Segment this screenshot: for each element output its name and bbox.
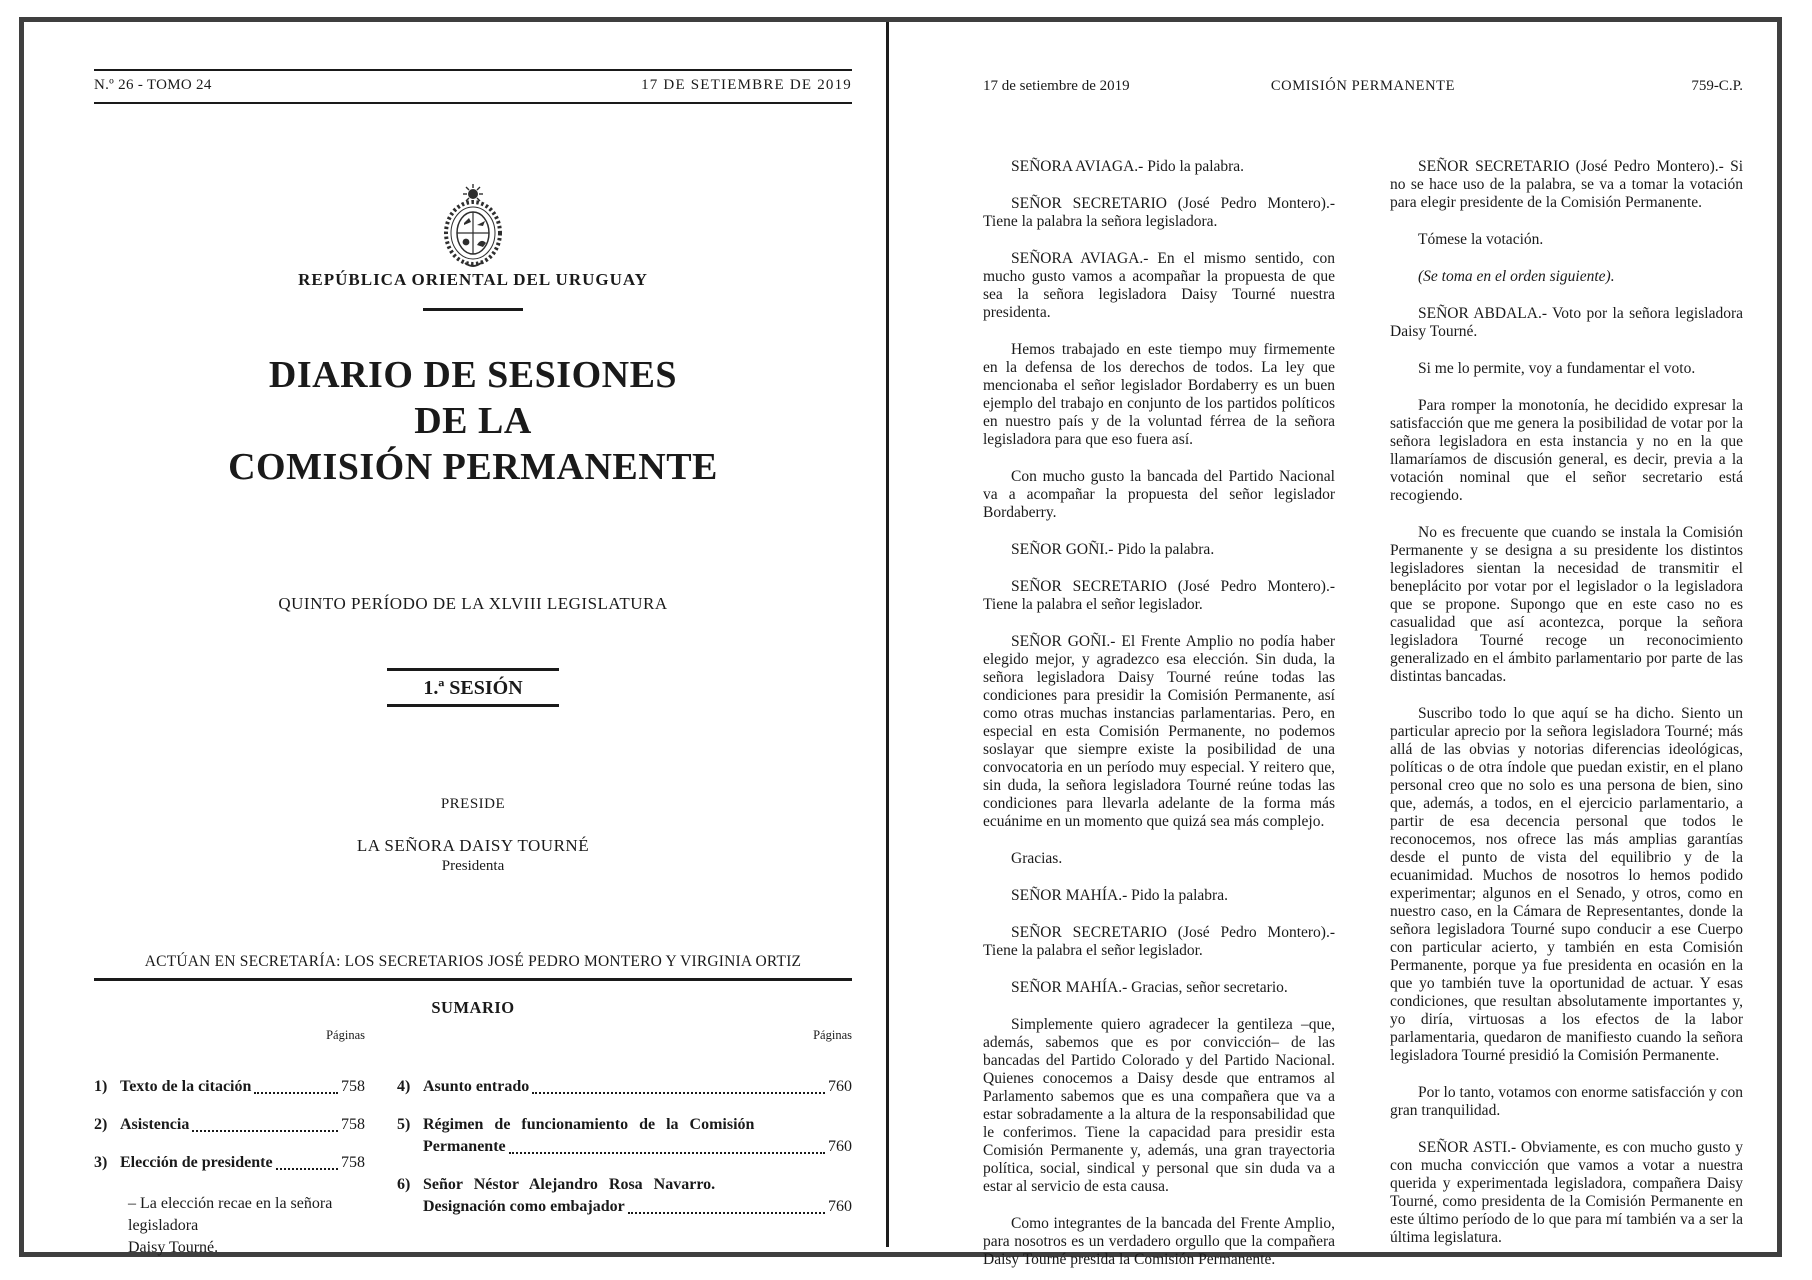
toc-item: [94, 1076, 365, 1098]
folio-number: 759-C.P.: [1691, 78, 1743, 94]
paragraph: Simplemente quiero agradecer la gentileza –que, además, sabemos que es por convicción– de las bancadas del Partido Colorado y del Partido Nacional. Quienes conocemos a Daisy desde que entramos al Parlamento sabemos que es una compañera que va a estar sobradamente a la altura de la responsabilidad que le conferimos. Tiene la capacidad para presidir esta Comisión Permanente y, además, una gran trayectoria política, social, sindical y personal que sin duda va a estar al servicio de esta causa.: [983, 1016, 1335, 1195]
paragraph: SEÑOR GOÑI.- El Frente Amplio no podía haber elegido mejor, y agradezco esa elección. Sin duda, la señora legisladora Daisy Tourné reúne todas las condiciones para presidir la Comisión Permanente, así como otras muchas instancias parlamentarias. Pero, en especial en esta Comisión Permanente, no podemos soslayar que siempre existe la posibilidad de una convocatoria en un período muy especial. Y reitero que, sin duda, la señora legisladora Tourné reúne todas las condiciones para llevarla adelante de la forma más ecuánime en un momento que quizá sea más complejo.: [983, 633, 1335, 830]
journal-title-line1: DIARIO DE SESIONES: [268, 354, 678, 396]
dot-leader: [532, 1092, 825, 1094]
toc-page-number: 758: [341, 1116, 365, 1133]
paragraph: SEÑOR MAHÍA.- Gracias, señor secretario.: [1011, 979, 1288, 996]
text-column-1: [983, 158, 1335, 1269]
paragraph: Gracias.: [1011, 850, 1063, 867]
paragraph: Por lo tanto, votamos con enorme satisfacción y con gran tranquilidad.: [1390, 1084, 1743, 1119]
toc-item-label: Elección de presidente: [120, 1154, 273, 1171]
text-column-2: [1390, 158, 1743, 1247]
toc-item: [94, 1114, 365, 1136]
journal-title-line3: COMISIÓN PERMANENTE: [228, 446, 718, 488]
header-rule-top: [94, 69, 852, 71]
paragraph: SEÑOR SECRETARIO (José Pedro Montero).- Tiene la palabra el señor legislador.: [983, 578, 1335, 613]
toc-item-number: 1): [94, 1078, 108, 1095]
pages-label-right: Páginas: [813, 1028, 852, 1042]
paragraph: SEÑOR SECRETARIO (José Pedro Montero).- Tiene la palabra el señor legislador.: [983, 924, 1335, 959]
header-rule-bottom: [94, 102, 852, 104]
paragraph: Hemos trabajado en este tiempo muy firmemente en la defensa de los derechos de todos. La ley que mencionaba el señor legislador Bordaberry es un buen ejemplo del trabajo en conjunto de los partidos políticos en nuestro país y de la voluntad férrea de la señora legisladora para que eso fuera así.: [983, 341, 1335, 448]
toc-item-number: 2): [94, 1116, 108, 1133]
toc-item-label: Texto de la citación: [120, 1078, 252, 1095]
dot-leader: [254, 1092, 338, 1094]
toc-page-number: 758: [341, 1078, 365, 1095]
toc-item: [94, 1152, 365, 1174]
toc-item-label: Daisy Tourné.: [128, 1239, 219, 1256]
journal-title: [94, 352, 852, 490]
right-page: [983, 0, 1743, 1280]
uruguay-coat-of-arms-icon: [94, 183, 852, 274]
toc-item: [397, 1114, 852, 1158]
toc-item-label: Designación como embajador: [423, 1198, 625, 1215]
paragraph: No es frecuente que cuando se instala la Comisión Permanente y se designa a su presidente los distintos legisladores sientan la necesidad de transmitir el beneplácito por votar por el legislador o la legisladora que se propone. Supongo que en este caso no es casualidad que así acontezca, porque la señora legisladora Tourné recoge un reconocimiento generalizado en el ámbito parlamentario por parte de las distintas bancadas.: [1390, 524, 1743, 685]
toc-sub-item: [94, 1193, 365, 1259]
toc-item-label: – La elección recae en la señora legisladora: [128, 1195, 333, 1234]
running-title: COMISIÓN PERMANENTE: [1270, 78, 1456, 94]
toc-item: [397, 1174, 852, 1218]
left-page: [94, 0, 852, 1280]
dot-leader: [509, 1152, 825, 1154]
paragraph: Con mucho gusto la bancada del Partido Nacional va a acompañar la propuesta del señor legislador Bordaberry.: [983, 468, 1335, 521]
toc-item: [397, 1076, 852, 1098]
paragraph: SEÑOR MAHÍA.- Pido la palabra.: [1011, 887, 1228, 904]
paragraph: SEÑOR SECRETARIO (José Pedro Montero).- Si no se hace uso de la palabra, se va a tomar la votación para elegir presidente de la Comisión Permanente.: [1390, 158, 1743, 211]
masthead-ornament-rule: [423, 308, 523, 311]
preside-label: PRESIDE: [440, 796, 506, 812]
toc-page-number: 760: [828, 1078, 852, 1095]
paragraph: SEÑORA AVIAGA.- Pido la palabra.: [1011, 158, 1245, 175]
sumario-right-column: [397, 1076, 852, 1234]
paragraph: SEÑOR ABDALA.- Voto por la señora legisladora Daisy Tourné.: [1390, 305, 1743, 340]
toc-page-number: 760: [828, 1138, 852, 1155]
paragraph: SEÑOR ASTI.- Obviamente, es con mucho gusto y con mucha convicción que vamos a votar a nuestra querida y experimentada legisladora, compañera Daisy Tourné, como presidenta de la Comisión Permanente en este último período de lo que para mí también va a ser la última legislatura.: [1390, 1139, 1743, 1246]
toc-item-label: Asistencia: [120, 1116, 190, 1133]
paragraph: (Se toma en el orden siguiente).: [1418, 268, 1615, 285]
paragraph: SEÑOR SECRETARIO (José Pedro Montero).- Tiene la palabra la señora legisladora.: [983, 195, 1335, 230]
president-name: LA SEÑORA DAISY TOURNÉ: [356, 836, 590, 855]
paragraph: Para romper la monotonía, he decidido expresar la satisfacción que me genera la posibilidad de votar por la señora legisladora en esta instancia y no en la que llamaríamos de discusión general, es decir, previa a la votación nominal que el señor secretario está recogiendo.: [1390, 397, 1743, 504]
legislature-subtitle: QUINTO PERÍODO DE LA XLVIII LEGISLATURA: [278, 594, 668, 613]
journal-title-line2: DE LA: [414, 400, 532, 442]
toc-item-label: Señor Néstor Alejandro Rosa Navarro.: [423, 1176, 716, 1193]
sumario-left-column: [94, 1076, 365, 1275]
paragraph: SEÑORA AVIAGA.- En el mismo sentido, con mucho gusto vamos a acompañar la propuesta de que sea la señora legisladora Daisy Tourné nuestra presidenta.: [983, 250, 1335, 321]
left-page-header: [94, 77, 852, 94]
dot-leader: [628, 1212, 825, 1214]
toc-item-number: 3): [94, 1154, 108, 1171]
toc-item-number: 4): [397, 1078, 411, 1095]
secretaries-line: ACTÚAN EN SECRETARÍA: LOS SECRETARIOS JOSÉ PEDRO MONTERO Y VIRGINIA ORTIZ: [144, 953, 802, 970]
dot-leader: [192, 1130, 338, 1132]
toc-page-number: 760: [828, 1198, 852, 1215]
session-number-box: 1.ª SESIÓN: [387, 668, 559, 707]
paragraph: Si me lo permite, voy a fundamentar el voto.: [1418, 360, 1696, 377]
toc-item-label: Asunto entrado: [423, 1078, 530, 1095]
paragraph: SEÑOR GOÑI.- Pido la palabra.: [1011, 541, 1215, 558]
toc-item-label: Permanente: [423, 1138, 506, 1155]
toc-page-number: 758: [341, 1154, 365, 1171]
toc-item-number: 5): [397, 1116, 411, 1133]
page-divider-line: [886, 22, 889, 1247]
paragraph: Tómese la votación.: [1418, 231, 1544, 248]
paragraph: Suscribo todo lo que aquí se ha dicho. Siento un particular aprecio por la señora legisladora Tourné; más allá de las obvias y notorias diferencias ideológicas, políticas o de otra índole que puedan existir, en el plano personal creo que no solo es una persona de bien, sino que, además, a todos, en el ejercicio parlamentario, a partir de esa decencia personal que todos le reconocemos, nos ofrece las más amplias garantías desde el punto de vista del equilibrio y de la ecuanimidad. Muchos de nosotros lo hemos podido experimentar; algunos en el Senado, y otros, como en nuestro caso, en la Cámara de Representantes, donde la señora legisladora Tourné supo conducir a ese Cuerpo con particular acierto, y también en esta Comisión Permanente, porque ya fue presidenta en ocasión en la que yo también tuve la oportunidad de actuar. Y esas condiciones, que resultan absolutamente importantes y, yo diría, virtuosas a los efectos de la labor parlamentaria, quedaron de manifiesto cuando la señora legisladora Tourné presidió la Comisión Permanente.: [1390, 705, 1743, 1064]
president-title: Presidenta: [441, 858, 505, 874]
paragraph: Como integrantes de la bancada del Frente Amplio, para nosotros es un verdadero orgullo que la compañera Daisy Tourné presida la Comisión Permanente.: [983, 1215, 1335, 1268]
running-date: 17 de setiembre de 2019: [983, 78, 1130, 94]
issue-date: 17 DE SETIEMBRE DE 2019: [641, 77, 852, 93]
sumario-rule: [94, 978, 852, 981]
sumario-title: SUMARIO: [431, 998, 515, 1017]
issue-number: N.º 26 - TOMO 24: [94, 77, 212, 93]
country-name: REPÚBLICA ORIENTAL DEL URUGUAY: [298, 270, 648, 289]
pages-label-left: Páginas: [326, 1028, 365, 1042]
toc-item-label: Régimen de funcionamiento de la Comisión: [423, 1116, 755, 1133]
dot-leader: [276, 1168, 338, 1170]
toc-item-number: 6): [397, 1176, 411, 1193]
